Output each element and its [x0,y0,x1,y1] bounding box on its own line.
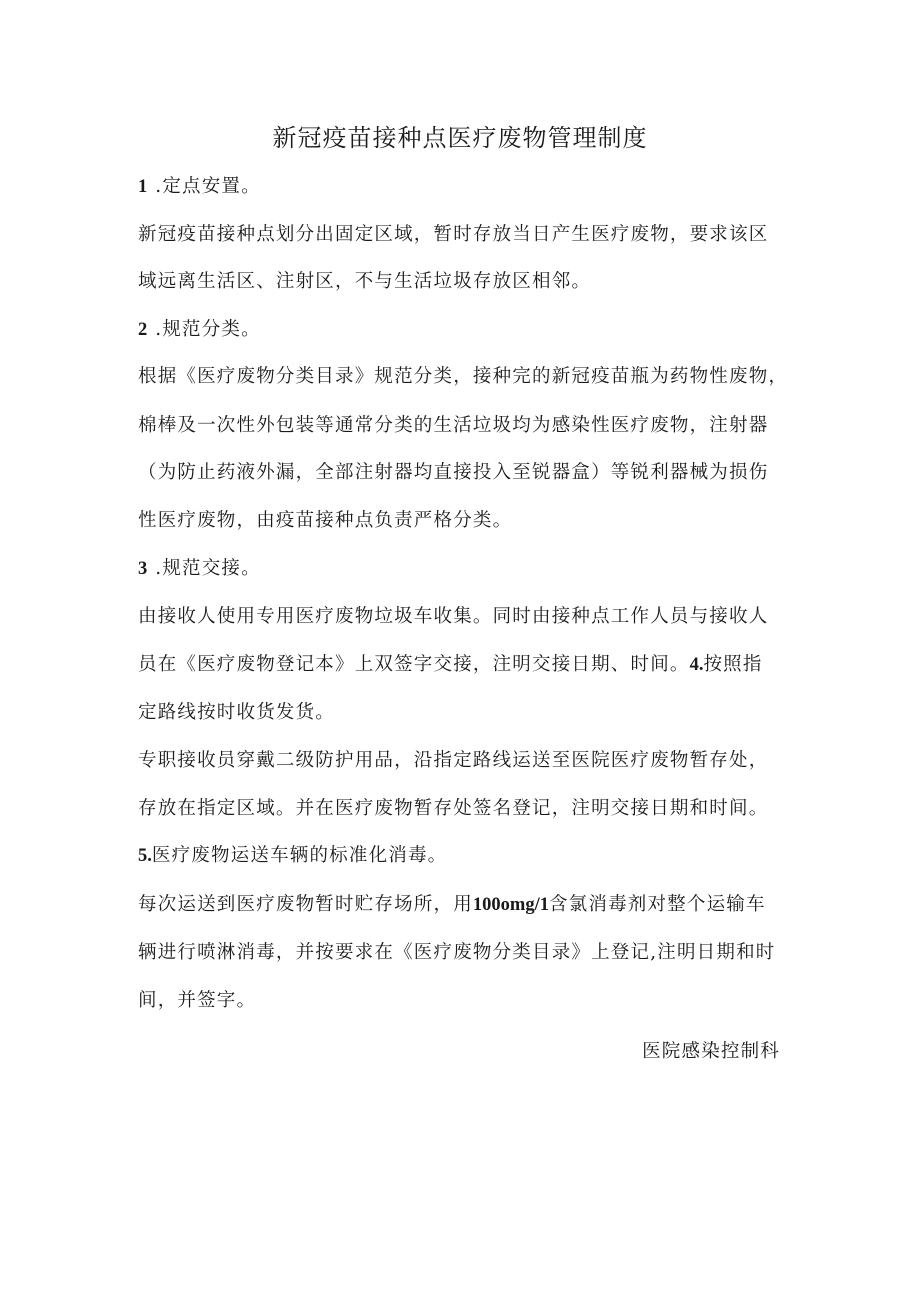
section-2-heading [138,317,261,343]
section-3-line-2-text: 员在《医疗废物登记本》上双签字交接，注明交接日期、时间。 [138,654,690,675]
section-3-line-1: 由接收人使用专用医疗废物垃圾车收集。同时由接种点工作人员与接收人 [138,606,769,627]
document-title: 新冠疫苗接种点医疗废物管理制度 [272,124,648,152]
section-4-line-1: 专职接收员穿戴二级防护用品，沿指定路线运送至医院医疗废物暂存处， [138,750,769,771]
section-2-line-4: 性医疗废物，由疫苗接种点负责严格分类。 [138,510,513,531]
section-3-heading [138,556,261,582]
section-3-number: 3 [138,559,148,579]
section-2-line-1: 根据《医疗废物分类目录》规范分类，接种完的新冠疫苗瓶为药物性废物， [138,366,789,387]
section-5-line-1-prefix: 每次运送到医疗废物暂时贮存场所，用 [138,894,473,915]
signature-department: 医院感染控制科 [642,1041,780,1062]
section-1-title: .定点安置。 [155,176,261,197]
section-1-number: 1 [138,177,148,197]
section-4-number: 4. [689,655,704,675]
section-2-line-3: （为防止药液外漏，全部注射器均直接投入至锐器盒）等锐利器械为损伤 [138,462,769,483]
section-1-heading [138,174,261,200]
section-1-line-1: 新冠疫苗接种点划分出固定区域，暂时存放当日产生医疗废物，要求该区 [138,224,769,245]
section-5-line-1 [138,892,766,918]
section-5-heading [138,843,447,869]
section-3-title: .规范交接。 [155,558,261,579]
section-2-title: .规范分类。 [155,319,261,340]
section-5-line-3: 间，并签字。 [138,990,257,1011]
section-5-number: 5. [138,846,152,866]
section-3-line-2 [138,652,763,678]
section-5-line-2: 辆进行喷淋消毒，并按要求在《医疗废物分类目录》上登记,注明日期和时 [138,942,776,963]
section-2-number: 2 [138,320,148,340]
section-5-title: 医疗废物运送车辆的标准化消毒。 [151,845,448,866]
section-4-line-2: 存放在指定区域。并在医疗废物暂存处签名登记，注明交接日期和时间。 [138,798,769,819]
section-2-line-2: 棉棒及一次性外包装等通常分类的生活垃圾均为感染性医疗废物，注射器 [138,415,769,436]
section-1-line-2: 域远离生活区、注射区，不与生活垃圾存放区相邻。 [138,271,592,292]
disinfectant-amount: 100omg/1 [472,895,549,915]
section-4-title-start: 按照指 [703,654,763,675]
section-5-line-1-suffix: 含氯消毒剂对整个运输车 [548,894,766,915]
section-4-title-end: 定路线按时收货发货。 [138,702,336,723]
